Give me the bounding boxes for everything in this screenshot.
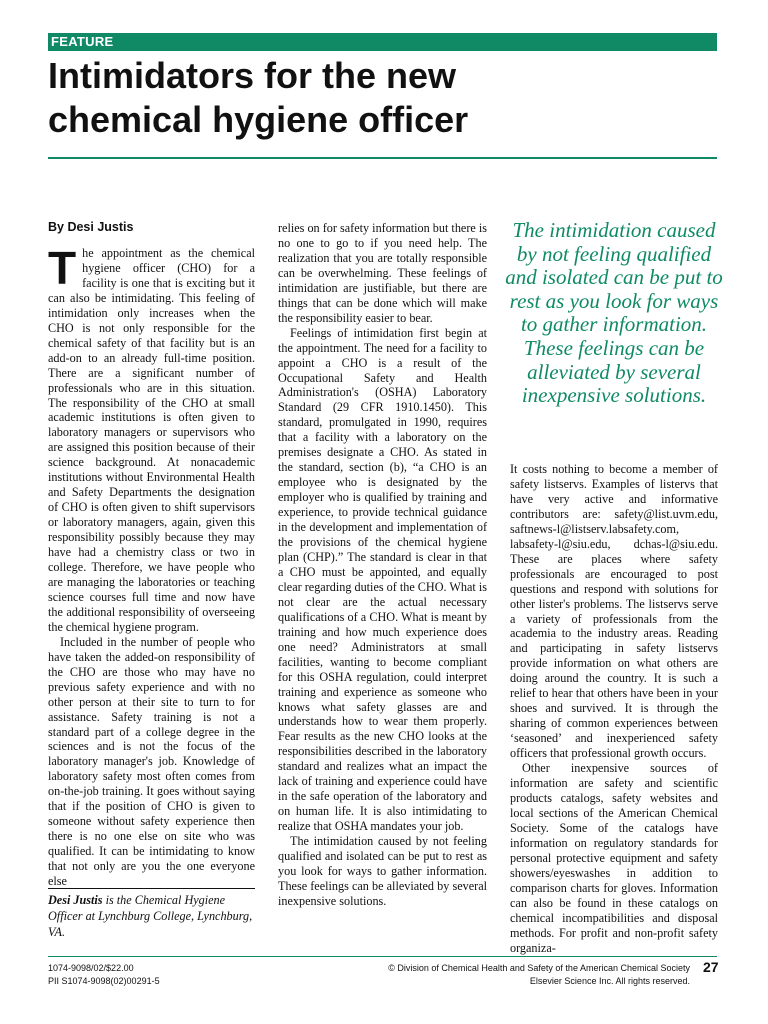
column-2 <box>278 221 487 909</box>
column-2-paragraph-3: The intimidation caused by not feeling qualified and isolated can be put to rest as you look for ways to gather information. These feelings can be alleviated by several inexpensive solutions. <box>278 834 487 908</box>
section-label: FEATURE <box>48 33 717 51</box>
author-name: Desi Justis <box>48 893 103 907</box>
title-divider <box>48 157 717 159</box>
author-bio-divider <box>48 888 255 889</box>
issn-price: 1074-9098/02/$22.00 <box>48 963 134 973</box>
footer-right <box>388 962 690 987</box>
title-line-1: Intimidators for the new <box>48 55 457 96</box>
copyright: © Division of Chemical Health and Safety of the American Chemical Society <box>388 963 690 973</box>
column-1-paragraph-1-text: he appointment as the chemical hygiene officer (CHO) for a facility is one that is exciting but it can also be intimidating. This feeling of intimidation only increases when the CHO is not only responsible for the chemical safety of that facility but is an add-on to an already full-time position. There are a significant number of professionals who are in this situation. The responsibility of the CHO at small academic institutions is often given to laboratory managers or supervisors who are assigned this position because of their science background. At nonacademic institutions without Environmental Health and Safety Departments the designation of CHO is often given to shift supervisors or laboratory managers, again, given this responsibility possibly because they may have had a chemistry class or two in college. Therefore, we have people who are managing the laboratories or teaching science courses full time and now have the additional responsibility of overseeing the chemical hygiene program. <box>48 246 255 634</box>
column-1 <box>48 242 255 889</box>
column-2-paragraph-1: relies on for safety information but there is no one to go to if you need help. The realization that you are totally responsible can be overwhelming. These feelings of intimidation are justifiable, but there are things that can be done which will make the responsibility easier to bear. <box>278 221 487 325</box>
pull-quote: The intimidation caused by not feeling qualified and isolated can be put to rest as you look for ways to gather information. These feelings can be alleviated by several inexpensive solutions. <box>505 218 723 408</box>
column-3 <box>510 462 718 955</box>
article-title <box>48 54 728 142</box>
footer-left <box>48 962 160 987</box>
column-1-paragraph-1 <box>48 242 255 635</box>
author-bio-text: is the Chemical Hygiene Officer at Lynchburg College, Lynchburg, VA. <box>48 893 253 939</box>
author-bio <box>48 892 255 940</box>
publisher: Elsevier Science Inc. All rights reserved. <box>529 975 690 986</box>
column-2-paragraph-2: Feelings of intimidation first begin at the appointment. The need for a facility to appoint a CHO is a result of the Occupational Safety and Health Administration's (OSHA) Laboratory Standard (29 CFR 1910.1450). This standard, promulgated in 1990, requires that a facility with a laboratory on the premises designate a CHO. As stated in the standard, section (b), “a CHO is an employee who is designated by the employer who is qualified by training and experience, to provide technical guidance in the development and implementation of the provisions of the chemical hygiene plan (CHP).” The standard is clear in that a CHO must be appointed, and equally clear regarding duties of the CHO. What is not clear are the actual necessary qualifications of a CHO. What is meant by training and how much experience does one need? Administrators at small facilities, wanting to become compliant for this OSHA regulation, could interpret training and experience as someone who knows what safety glasses are and understands how to wear them properly. Fear results as the new CHO looks at the responsibilities described in the laboratory standard and realizes what an impact the lack of training and experience could have in the safe operation of the laboratory and on human life. It is also intimidating to realize that OSHA mandates your job. <box>278 325 487 834</box>
column-1-paragraph-2: Included in the number of people who have taken the added-on responsibility of the CHO are those who may have no previous safety experience and with no other person at their site to turn to for assistance. Safety training is not a standard part of a college degree in the sciences and is not the focus of the laboratory manager's job. Knowledge of laboratory safety most often comes from on-the-job training. It goes without saying that if the position of CHO is given to someone without safety experience then there is no one else on site who was qualified. It can be intimidating to know that not only are you the one everyone else <box>48 634 255 889</box>
pii: PII S1074-9098(02)00291-5 <box>48 975 160 986</box>
column-3-paragraph-1: It costs nothing to become a member of safety listservs. Examples of listervs that have very active and informative contributors are: safety@list.uvm.edu, saftnews-l@listserv.labsafety.com, labsafety-l@siu.edu, dchas-l@siu.edu. These are places where safety professionals are encouraged to post questions and respond with solutions for other lister's problems. The listservs serve a variety of professionals from the academia to the industry areas. Reading and participating in safety listservs provide information on what others are doing around the country. It is such a relief to hear that others have been in your shoes and survived. It is through the sharing of common experiences between ‘seasoned’ and inexperienced safety officers that professional growth occurs. <box>510 462 718 761</box>
title-line-2: chemical hygiene officer <box>48 99 469 140</box>
drop-cap: T <box>48 242 77 294</box>
column-3-paragraph-2: Other inexpensive sources of information are safety and scientific products catalogs, safety websites and local sections of the American Chemical Society. Some of the catalogs have information on regulatory standards for personal protective equipment and safety showers/eyeswashes in addition to comparison charts for gloves. Information can also be found in these catalogs on chemical incompatibilities and disposal methods. For profit and non-profit safety organiza- <box>510 761 718 955</box>
footer-divider <box>48 956 717 957</box>
page-number: 27 <box>703 959 719 975</box>
byline: By Desi Justis <box>48 220 134 234</box>
